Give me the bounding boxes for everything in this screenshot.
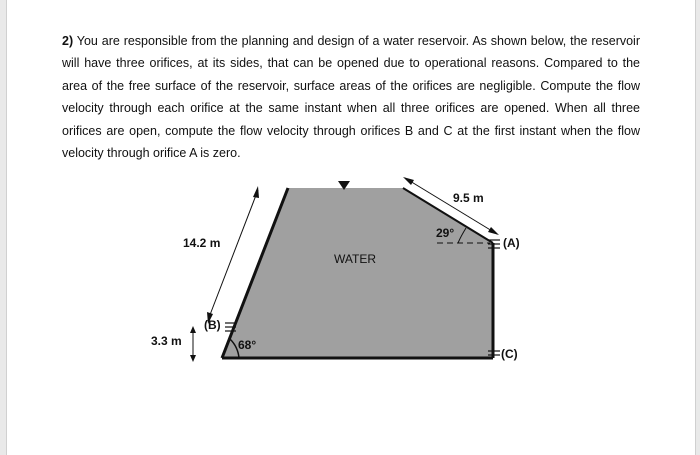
top-length-label: 9.5 m [453, 191, 484, 205]
top-dimension-arrow-left [403, 177, 414, 185]
height-arrow-top [190, 326, 196, 333]
water-region [222, 188, 493, 358]
left-length-label: 14.2 m [183, 236, 221, 250]
angle-top-label: 29° [436, 226, 455, 240]
problem-number: 2) [62, 34, 74, 48]
height-arrow-bottom [190, 355, 196, 362]
water-label: WATER [334, 252, 376, 266]
top-dimension-arrow-right [488, 227, 499, 235]
left-dimension-arrow-top [253, 186, 259, 198]
orifice-b-label: (B) [204, 318, 221, 332]
problem-text: You are responsible from the planning and design of a water reservoir. As shown below, the reservoir will have three orifices, at its sides, that can be opened due to operational reasons. Compared to the area of the free surface of the reservoir, surface areas of the orifices are negligible. Compute the flow velocity through each orifice at the same instant when all three orifices are opened. When all three orifices are open, compute the flow velocity through orifices B and C at the first instant when the flow velocity through orifice A is zero. [62, 34, 640, 161]
orifice-a-label: (A) [503, 236, 520, 250]
orifice-b-height-label: 3.3 m [151, 334, 182, 348]
orifice-c-label: (C) [501, 347, 518, 361]
angle-bottom-label: 68° [238, 338, 257, 352]
